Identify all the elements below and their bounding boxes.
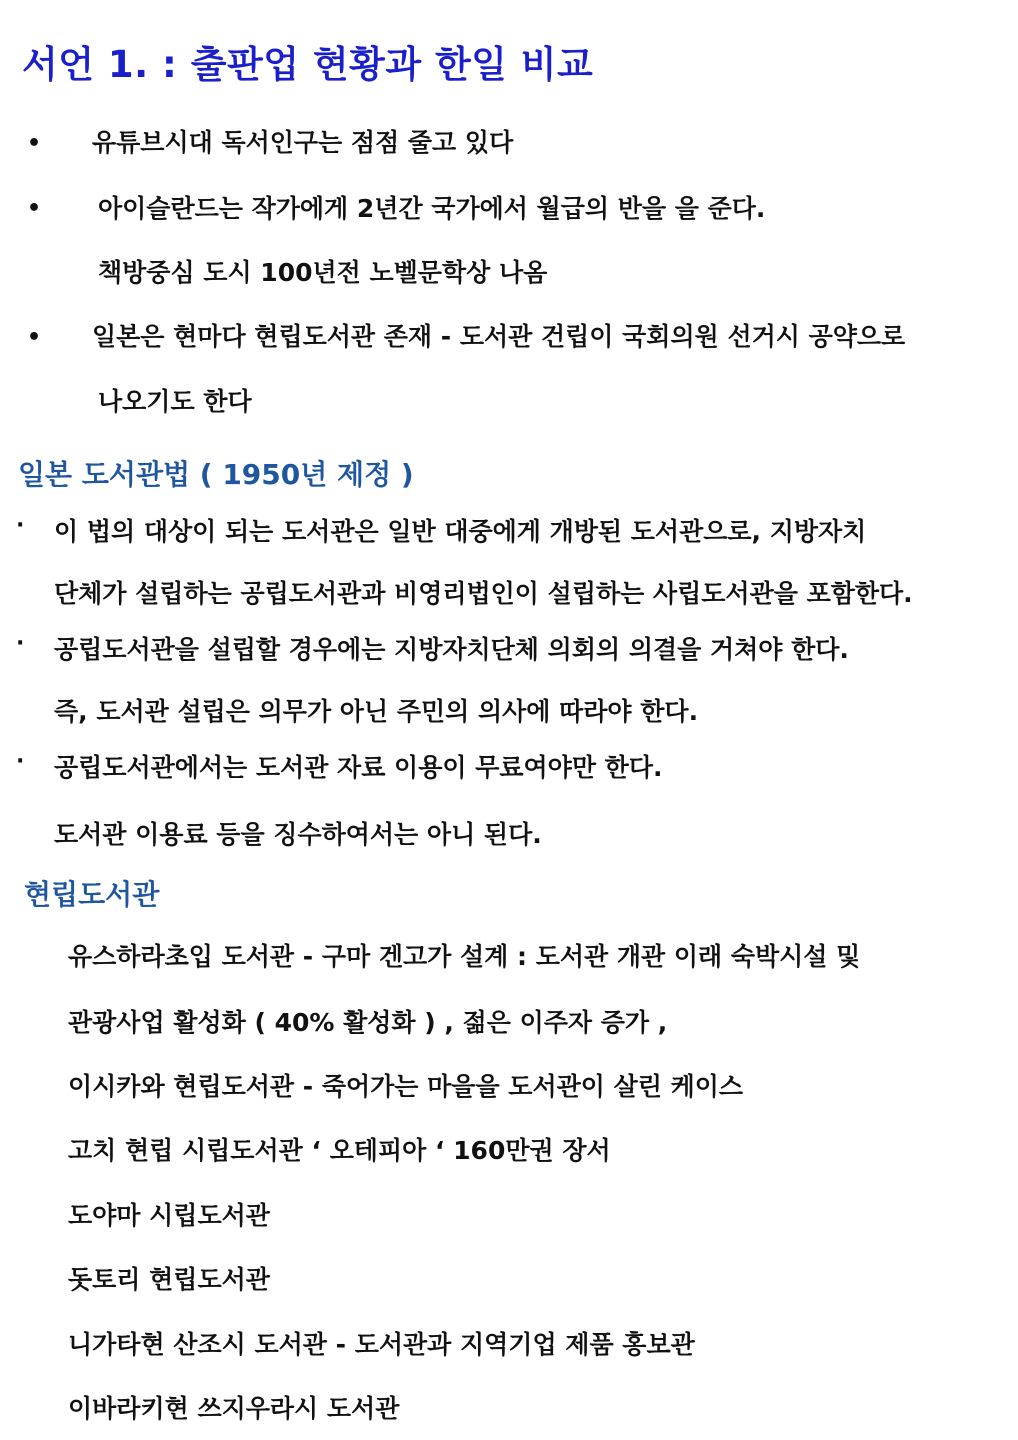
intro-item-2-line-2: 책방중심 도시 100년전 노벨문학상 나옴 [98, 258, 548, 287]
dot-icon: · [16, 513, 25, 538]
bullet-icon: • [27, 131, 42, 156]
page-title: 서언 1. : 출판업 현황과 한일 비교 [22, 43, 594, 86]
intro-item-2-line-1: 아이슬란드는 작가에게 2년간 국가에서 월급의 반을 을 준다. [98, 194, 766, 223]
prefectural-heading: 현립도서관 [24, 878, 160, 911]
intro-item-3-line-1: 일본은 현마다 현립도서관 존재 - 도서관 건립이 국회의원 선거시 공약으로 [92, 322, 906, 351]
law-item-2-line-1: 공립도서관을 설립할 경우에는 지방자치단체 의회의 의결을 거쳐야 한다. [54, 635, 849, 664]
prefectural-line: 고치 현립 시립도서관 ‘ 오테피아 ‘ 160만권 장서 [68, 1136, 611, 1165]
law-item-3-line-2: 도서관 이용료 등을 징수하여서는 아니 된다. [54, 820, 542, 849]
library-law-heading: 일본 도서관법 ( 1950년 제정 ) [18, 458, 414, 491]
prefectural-line: 이시카와 현립도서관 - 죽어가는 마을을 도서관이 살린 케이스 [68, 1072, 744, 1101]
bullet-icon: • [27, 196, 42, 221]
prefectural-line: 관광사업 활성화 ( 40% 활성화 ) , 젊은 이주자 증가 , [68, 1008, 668, 1037]
prefectural-line: 유스하라초입 도서관 - 구마 겐고가 설계 : 도서관 개관 이래 숙박시설 및 [68, 942, 861, 971]
dot-icon: · [16, 631, 25, 656]
prefectural-line: 돗토리 현립도서관 [68, 1265, 270, 1294]
law-item-2-line-2: 즉, 도서관 설립은 의무가 아닌 주민의 의사에 따라야 한다. [54, 697, 699, 726]
law-item-1-line-1: 이 법의 대상이 되는 도서관은 일반 대중에게 개방된 도서관으로, 지방자치 [54, 517, 867, 546]
law-item-1-line-2: 단체가 설립하는 공립도서관과 비영리법인이 설립하는 사립도서관을 포함한다. [54, 579, 913, 608]
dot-icon: · [16, 749, 25, 774]
bullet-icon: • [27, 325, 42, 350]
prefectural-line: 도야마 시립도서관 [68, 1201, 270, 1230]
intro-item-1-line-1: 유튜브시대 독서인구는 점점 줄고 있다 [92, 128, 514, 157]
intro-item-3-line-2: 나오기도 한다 [98, 387, 252, 416]
prefectural-line: 니가타현 산조시 도서관 - 도서관과 지역기업 제품 홍보관 [68, 1330, 695, 1359]
prefectural-line: 이바라키현 쓰지우라시 도서관 [68, 1394, 400, 1423]
law-item-3-line-1: 공립도서관에서는 도서관 자료 이용이 무료여야만 한다. [54, 753, 663, 782]
